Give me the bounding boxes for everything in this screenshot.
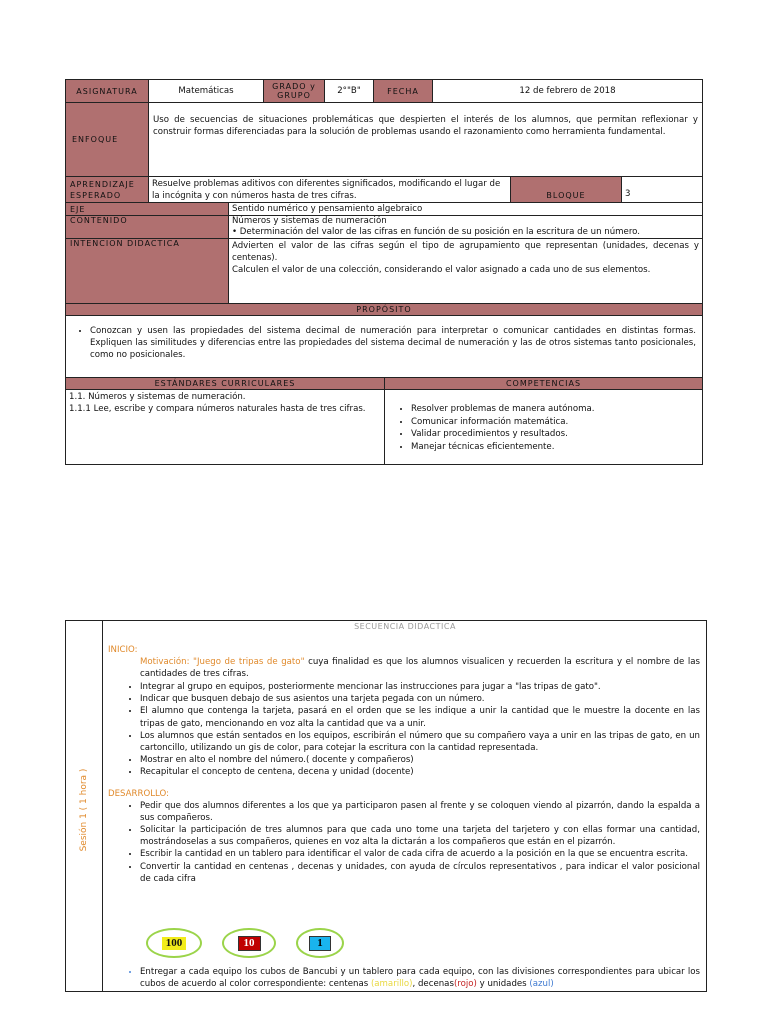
contenido-line1: Números y sistemas de numeración xyxy=(232,216,387,226)
fecha-label: FECHA xyxy=(373,79,433,103)
intencion-cell xyxy=(228,238,703,304)
list-item: • Pedir que dos alumnos diferentes a los que ya participaron pasen al frente y se coloquen viendo al pizarrón, dando la espalda a sus compañeros. xyxy=(140,800,700,824)
rojo-label: (rojo) xyxy=(453,979,477,989)
proposito-text: • Conozcan y usen las propiedades del sistema decimal de numeración para interpretar o comunicar cantidades en distintas formas. Expliquen las similitudes y diferencias entre las propiedades del sistema decimal de numeración y las de otros sistemas tanto posicionales, como no posicionales. xyxy=(90,325,696,361)
centena-value: 100 xyxy=(162,937,187,950)
list-item: • El alumno que contenga la tarjeta, pasará en el orden que se les indique a unir la cantidad que le muestre la docente en las tripas de gato, mencionando en voz alta la cantidad que va a unir. xyxy=(140,705,700,729)
contenido-cell xyxy=(228,215,703,239)
sesion-cell xyxy=(65,620,103,992)
fecha-value: 12 de febrero de 2018 xyxy=(432,79,703,103)
competencias-cell xyxy=(384,389,703,465)
decena-circle xyxy=(222,928,276,958)
list-item: • Escribir la cantidad en un tablero para identificar el valor de cada cifra de acuerdo a la posición en la que se encuentra escrita. xyxy=(140,848,700,860)
sesion-label: Sesión 1 ( 1 hora ) xyxy=(79,768,89,852)
estandares-label: ESTÁNDARES CURRICULARES xyxy=(65,377,385,390)
competencia-item: • Manejar técnicas eficientemente. xyxy=(411,441,698,454)
motivacion-rest: cuya finalidad es que los alumnos visualicen y recuerden la escritura y el nombre de las cantidades de tres cifras. xyxy=(140,657,700,679)
inicio-label: INICIO: xyxy=(108,645,138,655)
contenido-line2: • Determinación del valor de las cifras en función de su posición en la escritura de un número. xyxy=(232,227,641,237)
decenas-text: , decenas xyxy=(412,979,454,989)
competencias-label: COMPETENCIAS xyxy=(384,377,703,390)
list-item: • Solicitar la participación de tres alumnos para que cada uno tome una tarjeta del tarjetero y con ellas formar una cantidad, mostrándoselas a sus compañeros, quienes en voz alta la dictarán a los compañeros que están en el pizarrón. xyxy=(140,824,700,848)
list-item: • Mostrar en alto el nombre del número.( docente y compañeros) xyxy=(140,754,700,766)
asignatura-value: Matemáticas xyxy=(148,79,264,103)
grado-label: GRADO y GRUPO xyxy=(263,79,325,103)
competencia-item: • Comunicar información matemática. xyxy=(411,416,698,429)
eje-label: EJE xyxy=(65,202,229,216)
asignatura-label: ASIGNATURA xyxy=(65,79,149,103)
enfoque-text: Uso de secuencias de situaciones problemáticas que despierten el interés de los alumnos, que permitan reflexionar y construir formas diferenciadas para la solución de problemas usando el razonamiento como herramienta fundamental. xyxy=(148,102,703,177)
estandares-2: 1.1.1 Lee, escribe y compara números naturales hasta de tres cifras. xyxy=(69,404,366,414)
last-item-text: Entregar a cada equipo los cubos de Bancubi y un tablero para cada equipo, con las divisiones correspondientes para ubicar los cubos de acuerdo al color correspondiente: centenas xyxy=(140,967,700,989)
list-item: • Convertir la cantidad en centenas , decenas y unidades, con ayuda de círculos representativos , para indicar el valor posicional de cada cifra xyxy=(140,861,700,885)
bloque-value: 3 xyxy=(621,176,703,203)
last-item-block xyxy=(108,966,700,990)
bloque-label: BLOQUE xyxy=(510,176,622,203)
intencion-p2: Calculen el valor de una colección, considerando el valor asignado a cada uno de sus elementos. xyxy=(232,265,651,275)
list-item: • Indicar que busquen debajo de sus asientos una tarjeta pegada con un número. xyxy=(140,693,700,705)
amarillo-label: (amarillo) xyxy=(370,979,413,989)
aprendizaje-text: Resuelve problemas aditivos con diferentes significados, modificando el lugar de la incógnita y con números hasta de tres cifras. xyxy=(148,176,511,203)
inicio-list xyxy=(108,681,700,779)
proposito-label: PROPÓSITO xyxy=(65,303,703,316)
grado-value: 2°"B" xyxy=(324,79,374,103)
proposito-cell xyxy=(65,315,703,378)
list-item xyxy=(140,966,700,990)
unidad-value: 1 xyxy=(309,936,331,951)
sequence-title: SECUENCIA DIDACTICA xyxy=(354,622,456,631)
azul-label: (azul) xyxy=(529,979,554,989)
desarrollo-list xyxy=(108,800,700,885)
intencion-p1: Advierten el valor de las cifras según el tipo de agrupamiento que representan (unidades, decenas y centenas). xyxy=(232,241,699,263)
list-item: • Recapitular el concepto de centena, decena y unidad (docente) xyxy=(140,766,700,778)
competencia-item: • Validar procedimientos y resultados. xyxy=(411,428,698,441)
competencia-item: • Resolver problemas de manera autónoma. xyxy=(411,403,698,416)
unidad-circle xyxy=(296,928,344,958)
decena-value: 10 xyxy=(238,936,261,951)
estandares-cell xyxy=(65,389,385,465)
contenido-label: CONTENIDO xyxy=(65,215,229,239)
estandares-1: 1.1. Números y sistemas de numeración. xyxy=(69,392,246,402)
intencion-label: INTENCION DIDACTICA xyxy=(65,238,229,304)
desarrollo-label: DESARROLLO: xyxy=(108,788,170,799)
enfoque-label: ENFOQUE xyxy=(65,102,149,177)
list-item: • Integrar al grupo en equipos, posteriormente mencionar las instrucciones para jugar a "las tripas de gato". xyxy=(140,681,700,693)
unidades-text: y unidades xyxy=(476,979,530,989)
motivacion-paragraph xyxy=(108,656,700,680)
list-item: • Los alumnos que están sentados en los equipos, escribirán el número que su compañero vaya a unir en las tripas de gato, en un cartoncillo, utilizando un gis de color, para cotejar la escritura con la cantidad representada. xyxy=(140,730,700,754)
eje-value: Sentido numérico y pensamiento algebraico xyxy=(228,202,703,216)
aprendizaje-label: APRENDIZAJE ESPERADO xyxy=(65,176,149,203)
sequence-body xyxy=(108,644,700,885)
motivacion-label: Motivación: "Juego de tripas de gato" xyxy=(140,657,305,667)
centena-circle xyxy=(146,928,202,958)
